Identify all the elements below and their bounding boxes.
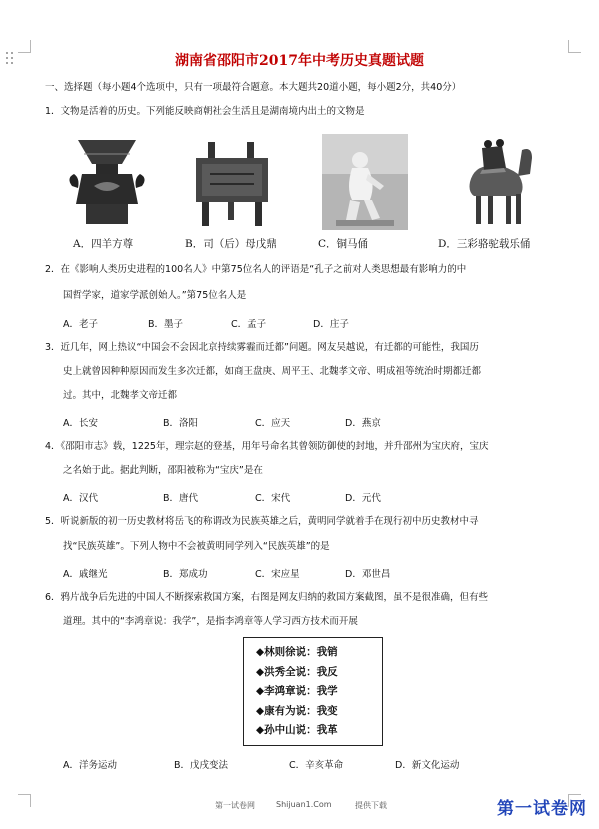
question-3-option-c[interactable]: C．应天 (255, 418, 291, 429)
question-3-text-line-1: 3．近几年，网上热议“中国会不会因北京持续雾霾而迁都”问题。网友吴越说，有迁都的可能性，我国历 (45, 342, 479, 353)
question-3-option-d[interactable]: D．燕京 (345, 418, 381, 429)
question-1-option-b[interactable]: B．司（后）母戊鼎 (185, 238, 277, 250)
question-2-text-line-1: 2．在《影响人类历史进程的100名人》中第75位名人的评语是“孔子之前对人类思想最有影响力的中 (45, 264, 467, 275)
question-6-text-line-2: 道理。其中的“李鸿章说：我学”，是指李鸿章等人学习西方技术而开展 (63, 616, 358, 627)
footer-site-name: 第一试卷网 (215, 801, 255, 810)
section-header: 一、选择题（每小题4个选项中，只有一项最符合题意。本大题共20道小题，每小题2分，共40分） (45, 82, 462, 93)
quote-box (243, 637, 383, 746)
quote-line: ◆孙中山说：我革 (256, 724, 338, 736)
question-6-text-line-1: 6．鸦片战争后先进的中国人不断探索救国方案，右图是网友归纳的救国方案截图，虽不是很准确，但有些 (45, 592, 489, 603)
sancai-camel-with-musicians-image (460, 134, 546, 230)
question-4-option-d[interactable]: D．元代 (345, 493, 381, 504)
page-title: 湖南省邵阳市2017年中考历史真题试题 (175, 53, 424, 69)
quote-line: ◆林则徐说：我销 (256, 646, 338, 658)
quote-line: ◆洪秀全说：我反 (256, 665, 338, 678)
footer-site-url[interactable]: Shijuan1.Com (276, 800, 332, 809)
question-5-option-d[interactable]: D．邓世昌 (345, 569, 391, 580)
question-5-option-c[interactable]: C．宋应星 (255, 569, 300, 580)
quote-line: ◆康有为说：我变 (256, 704, 338, 717)
question-5-text-line-2: 找“民族英雄”。下列人物中不会被黄明同学列入“民族英雄”的是 (63, 541, 330, 552)
question-2-text-line-2: 国哲学家，道家学派创始人。”第75位名人是 (63, 290, 247, 301)
quote-line: ◆李鸿章说：我学 (256, 685, 338, 697)
question-2-option-a[interactable]: A．老子 (63, 319, 98, 330)
question-6-option-d[interactable]: D．新文化运动 (395, 760, 460, 771)
bronze-horse-figure-image (322, 134, 408, 230)
question-2-option-b[interactable]: B．墨子 (148, 319, 184, 330)
four-ram-square-zun-image (64, 134, 150, 230)
footer-download-note: 提供下载 (355, 801, 387, 810)
question-1-option-d[interactable]: D．三彩骆驼载乐俑 (438, 238, 531, 250)
question-6-option-b[interactable]: B．戊戌变法 (174, 760, 229, 771)
question-3-option-b[interactable]: B．洛阳 (163, 418, 199, 429)
question-4-option-b[interactable]: B．唐代 (163, 493, 199, 504)
question-1-option-a[interactable]: A．四羊方尊 (73, 238, 134, 250)
question-3-text-line-2: 史上就曾因种种原因而发生多次迁都，如商王盘庚、周平王、北魏孝文帝、明成祖等统治时期都迁都 (63, 366, 482, 377)
houmuwu-ding-image (188, 134, 274, 230)
question-5-text-line-1: 5．听说新版的初一历史教材将岳飞的称谓改为民族英雄之后，黄明同学就着手在现行初中历史教材中寻 (45, 516, 479, 527)
question-4-text-line-1: 4．《邵阳市志》载，1225年，理宗赵的登基，用年号命名其曾领防御使的封地，并升邵州为宝庆府，宝庆 (45, 441, 489, 452)
question-3-option-a[interactable]: A．长安 (63, 418, 98, 429)
question-6-option-a[interactable]: A．洋务运动 (63, 760, 117, 771)
question-1-images (62, 134, 562, 232)
question-2-option-d[interactable]: D．庄子 (313, 319, 349, 330)
question-4-option-c[interactable]: C．宋代 (255, 493, 291, 504)
question-5-option-a[interactable]: A．戚继光 (63, 569, 108, 580)
question-1-text: 1．文物是活着的历史。下列能反映商朝社会生活且是湖南境内出土的文物是 (45, 106, 365, 117)
question-4-option-a[interactable]: A．汉代 (63, 493, 98, 504)
question-5-option-b[interactable]: B．郑成功 (163, 569, 208, 580)
question-2-option-c[interactable]: C．孟子 (231, 319, 267, 330)
question-1-option-c[interactable]: C．铜马俑 (318, 238, 369, 250)
question-4-text-line-2: 之名始于此。据此判断，邵阳被称为“宝庆”是在 (63, 465, 263, 476)
question-6-option-c[interactable]: C．辛亥革命 (289, 760, 344, 771)
watermark-logo: 第一试卷网 (497, 799, 587, 819)
question-3-text-line-3: 过。其中，北魏孝文帝迁都 (63, 390, 178, 401)
